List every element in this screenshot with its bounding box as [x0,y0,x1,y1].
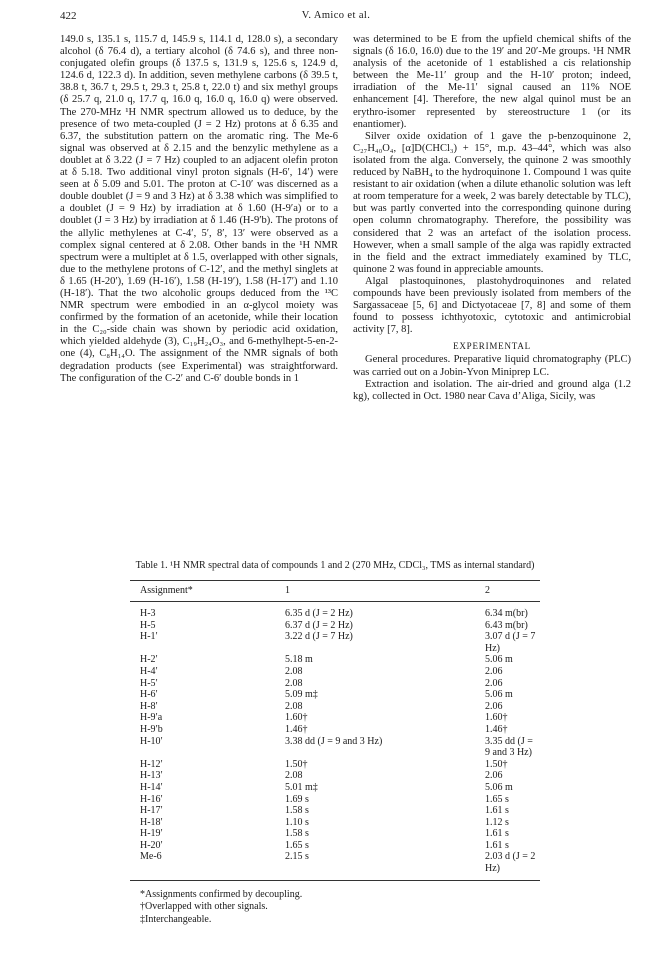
cell-assignment: H-10′ [140,735,163,747]
cell-assignment: H-5 [140,619,156,631]
cell-compound-2: 5.06 m [485,689,513,701]
cell-compound-1: 6.35 d (J = 2 Hz) [285,608,353,619]
cell-assignment: H-9′a [140,712,163,724]
cell-assignment: H-9′b [140,723,163,735]
table-row [130,770,540,782]
table-row [130,620,540,632]
table-row [130,782,540,794]
header-compound-1: 1 [225,581,425,602]
cell-compound-2: 3.35 dd (J = 9 and 3 Hz) [485,735,533,759]
table-row [130,759,540,771]
cell-compound-1: 1.50† [285,758,308,770]
table-row [130,654,540,666]
cell-compound-2: 6.34 m(br) [485,608,528,619]
table-footnotes [130,889,540,927]
running-head: V. Amico et al. [301,10,371,21]
cell-assignment: H-3 [140,608,156,619]
right-column [353,34,631,403]
table-row [130,840,540,852]
table-row [130,794,540,806]
paragraph: was determined to be E from the upfield chemical shifts of the signals (δ 16.0, 16.0) due to the 19′ and 20′-Me groups. ¹H NMR analysis of the acetonide of 1 established a cis relationship between the Me-11′ group and the H-10′ proton; indeed, irradiation of the Me-11′ signal caused an 11% NOE enhancement [4]. Therefore, the new algal quinol must be an erythro-isomer represented by stereostructure 1 (or its enantiomer). [353,34,631,130]
table-row [130,736,540,759]
table-row [130,678,540,690]
cell-compound-2: 2.03 d (J = 2 Hz) [425,851,540,880]
cell-compound-1: 1.46† [285,723,308,735]
cell-compound-1: 1.65 s [285,839,309,851]
table-row [130,689,540,701]
cell-assignment: H-6′ [140,689,158,701]
cell-compound-2: 3.07 d (J = 7 Hz) [485,631,536,654]
footnote: †Overlapped with other signals. [140,901,268,913]
table-row [130,851,540,880]
table-row [130,666,540,678]
cell-assignment: H-13′ [140,770,163,782]
cell-compound-1: 5.09 m‡ [285,689,318,701]
table-row [130,602,540,620]
paragraph: 149.0 s, 135.1 s, 115.7 d, 145.9 s, 114.1 d, 128.0 s), a secondary alcohol (δ 76.4 d), a tertiary alcohol (δ 74.6 s), and three non-conjugated olefin groups (δ 137.5 s, 131.9 s, 125.6 s, 124.9 d, 124.6 d, 122.3 d). In addition, seven methylene carbons (δ 39.5 t, 38.8 t, 36.7 t, 29.5 t, 29.3 t, 25.8 t, 22.0 t) and six methyl groups (δ 25.7 q, 21.0 q, 17.7 q, 16.0 q, 16.0 q, 16.0 q) were observed. The 270-MHz ¹H NMR spectrum allowed us to deduce, by the presence of two meta-coupled (J = 2 Hz) protons at δ 6.35 and 6.37, the substitution pattern on the aromatic ring. The Me-6 signal was observed at δ 2.15 and the benzylic methylene as a doublet at δ 3.22 (J = 7 Hz) coupled to an adjacent olefin proton at δ 5.18. Two additional vinyl proton signals (H-6′, 14′) were seen at δ 5.09 and 5.01. The proton at C-10′ was discerned as a double doublet (J = 9 and 3 Hz) at δ 3.38 which was simplified to a doublet (J = 9 Hz) by irradiation at δ 1.60 (H-9′a) or to a doublet (J = 3 Hz) by irradiation at δ 1.46 (H-9′b). The protons of the allylic methylenes at C-4′, 5′, 8′, 13′ were observed as a complex signal centered at δ 2.08. Other bands in the ¹H NMR spectrum were a multiplet at δ 1.5, overlapped with other signals, due to the methylene protons of C-12′, and the methyl singlets at δ 1.65 (H-20′), 1.69 (H-16′), 1.58 (H-19′), 1.58 (H-17′) and 1.10 (H-18′). That the two alcoholic groups deduced from the ¹³C NMR spectrum were embodied in an α-glycol moiety was confirmed by the formation of an acetonide, while their location in the C₂₀-side chain was shown by periodic acid oxidation, which yielded aldehyde (3), C₁₉H₂₄O₃, and 6-methylhept-5-en-2-one (4), C₈H₁₄O. The assignment of the NMR signals of both degradation products (see Experimental) was straightforward. The configuration of the C-2′ and C-6′ double bonds in 1 [60,34,338,384]
table-row [130,724,540,736]
cell-compound-2: 1.60† [485,712,508,724]
cell-assignment: H-4′ [140,665,158,677]
page-header [0,8,672,28]
paragraph: Extraction and isolation. The air-dried and ground alga (1.2 kg), collected in Oct. 1980 near Cava d’Aliga, Sicily, was [353,378,631,402]
cell-compound-1: 3.22 d (J = 7 Hz) [285,631,353,643]
table-row [130,712,540,724]
cell-compound-2: 2.06 [485,700,503,712]
cell-compound-2: 1.12 s [485,816,509,828]
cell-compound-2: 1.65 s [485,793,509,805]
cell-assignment: H-8′ [140,700,158,712]
cell-assignment: H-2′ [140,654,158,666]
cell-compound-1: 2.08 [285,700,303,712]
nmr-table [130,580,540,881]
cell-assignment: H-1′ [140,631,158,643]
cell-assignment: H-18′ [140,816,163,828]
cell-assignment: Me-6 [130,851,225,880]
footnote: *Assignments confirmed by decoupling. [140,888,303,900]
cell-compound-1: 2.08 [285,665,303,677]
cell-compound-1: 2.15 s [225,851,425,880]
cell-compound-1: 1.58 s [285,828,309,840]
cell-assignment: H-17′ [140,805,163,817]
cell-compound-1: 1.69 s [285,793,309,805]
cell-compound-2: 2.06 [485,665,503,677]
table-row [130,828,540,840]
cell-compound-2: 2.06 [485,677,503,689]
cell-compound-1: 2.08 [285,677,303,689]
table-caption: Table 1. ¹H NMR spectral data of compounds 1 and 2 (270 MHz, CDCl₃, TMS as internal standard) [135,560,535,571]
cell-compound-1: 5.01 m‡ [285,781,318,793]
page-number: 422 [60,10,77,22]
cell-compound-2: 1.61 s [485,839,509,851]
cell-assignment: H-16′ [140,793,163,805]
cell-compound-2: 1.46† [485,723,508,735]
table-row [130,817,540,829]
paragraph: General procedures. Preparative liquid chromatography (PLC) was carried out on a Jobin-Yvon Miniprep LC. [353,354,631,378]
paragraph: Silver oxide oxidation of 1 gave the p-benzoquinone 2, C₂₇H₄₀O₄, [α]D(CHCl₃) + 15°, m.p. 43–44°, which was also isolated from the alga. Conversely, the quinone 2 was smoothly reduced by NaBH₄ to the hydroquinone 1. Compound 1 was quite resistant to air oxidation (when a dilute ethanolic solution was left at room temperature for a week, 2 was barely detectable by TLC), but was partly converted into the corresponding quinone during open column chromatography. Therefore, the possibility was considered that 2 was an artefact of the isolation process. However, when a small sample of the alga was rapidly extracted in the field and the extract immediately examined by TLC, quinone 2 was found in appreciable amounts. [353,130,631,275]
cell-compound-1: 5.18 m [285,654,313,666]
cell-compound-1: 1.10 s [285,816,309,828]
cell-assignment: H-20′ [140,839,163,851]
cell-assignment: H-19′ [140,828,163,840]
left-column [60,34,338,385]
table-1 [130,560,540,926]
cell-compound-2: 6.43 m(br) [485,619,528,631]
table-header-row [130,581,540,602]
cell-compound-1: 1.58 s [285,805,309,817]
header-compound-2: 2 [425,581,540,602]
cell-compound-2: 5.06 m [485,781,513,793]
cell-assignment: H-12′ [140,758,163,770]
table-row [130,701,540,713]
cell-assignment: H-14′ [140,781,163,793]
header-assignment: Assignment* [130,581,225,602]
section-heading: EXPERIMENTAL [453,341,531,352]
table-row [130,631,540,654]
cell-compound-1: 2.08 [285,770,303,782]
cell-compound-2: 1.50† [485,758,508,770]
cell-compound-2: 2.06 [485,770,503,782]
footnote: ‡Interchangeable. [140,913,212,925]
table-row [130,805,540,817]
cell-compound-1: 3.38 dd (J = 9 and 3 Hz) [285,735,383,747]
table-body [130,602,540,881]
cell-compound-2: 1.61 s [485,828,509,840]
cell-assignment: H-5′ [140,677,158,689]
cell-compound-1: 6.37 d (J = 2 Hz) [285,619,353,631]
cell-compound-1: 1.60† [285,712,308,724]
paragraph: Algal plastoquinones, plastohydroquinones and related compounds have been previously isolated from members of the Sargassaceae [5, 6] and Dictyotaceae [7, 8] and some of them found to possess ichthyotoxic, cytotoxic and antimicrobial activity [7, 8]. [353,275,631,336]
cell-compound-2: 5.06 m [485,654,513,666]
cell-compound-2: 1.61 s [485,805,509,817]
